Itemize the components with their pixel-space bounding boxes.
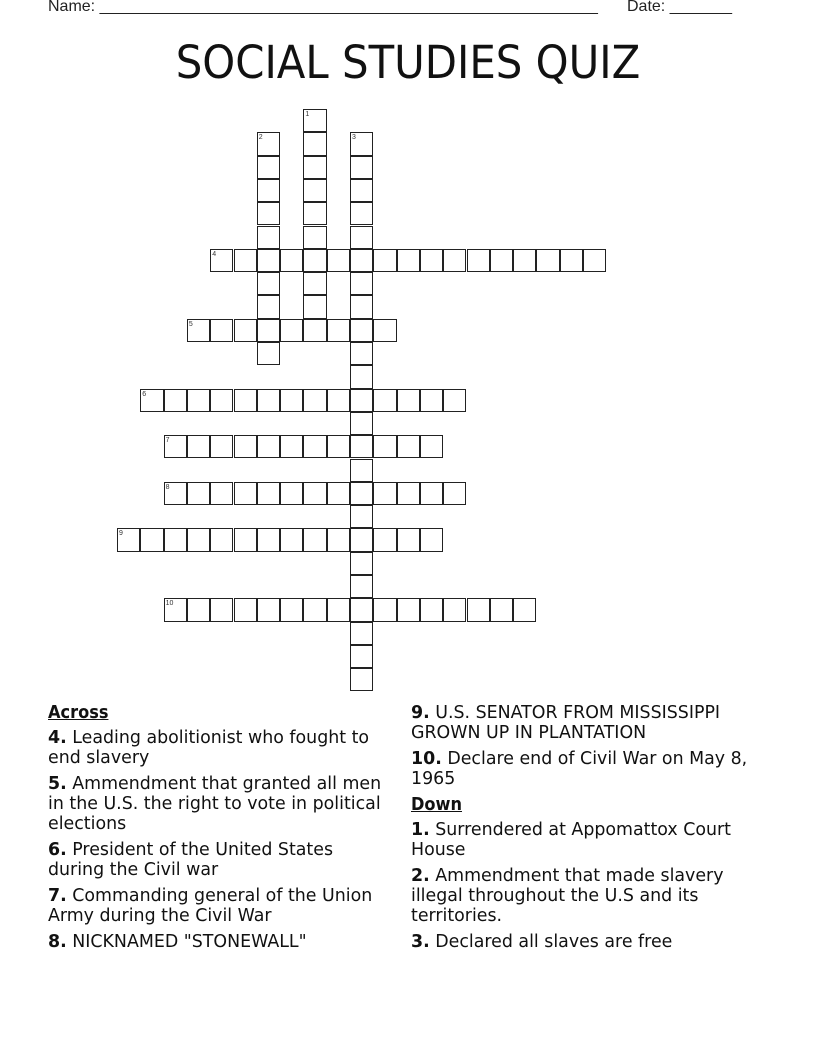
crossword-cell[interactable] xyxy=(373,319,396,342)
clue-text: Leading abolitionist who fought to end slavery xyxy=(48,728,370,768)
crossword-cell[interactable] xyxy=(210,389,233,412)
crossword-cell[interactable] xyxy=(420,249,443,272)
crossword-cell[interactable] xyxy=(350,272,373,295)
crossword-cell[interactable] xyxy=(350,645,373,668)
crossword-cell[interactable] xyxy=(350,179,373,202)
crossword-cell[interactable] xyxy=(280,319,303,342)
crossword-cell[interactable] xyxy=(350,528,373,551)
cell-number: 8 xyxy=(165,483,170,491)
clue-text: U.S. SENATOR FROM MISSISSIPPI GROWN UP IN PLANTATION xyxy=(411,703,721,743)
crossword-cell[interactable] xyxy=(350,342,373,365)
crossword-cell[interactable] xyxy=(443,598,466,621)
crossword-cell[interactable] xyxy=(303,435,326,458)
crossword-cell[interactable] xyxy=(257,598,280,621)
crossword-cell[interactable] xyxy=(280,389,303,412)
crossword-cell[interactable] xyxy=(234,528,257,551)
crossword-cell[interactable] xyxy=(350,226,373,249)
crossword-cell[interactable] xyxy=(420,598,443,621)
cell-number: 9 xyxy=(119,530,123,538)
crossword-cell[interactable] xyxy=(327,319,350,342)
crossword-cell[interactable] xyxy=(420,389,443,412)
crossword-cell[interactable] xyxy=(257,202,280,225)
cell-number: 10 xyxy=(165,600,174,608)
crossword-cell[interactable] xyxy=(303,272,326,295)
cell-number: 5 xyxy=(188,320,193,328)
crossword-cell[interactable] xyxy=(327,482,350,505)
crossword-cell[interactable] xyxy=(164,598,187,621)
crossword-cell[interactable] xyxy=(373,598,396,621)
crossword-cell[interactable] xyxy=(257,179,280,202)
cell-number: 3 xyxy=(352,134,356,142)
crossword-cell[interactable] xyxy=(234,389,257,412)
crossword-cell[interactable] xyxy=(257,272,280,295)
across-heading: Across xyxy=(48,703,109,723)
crossword-cell[interactable] xyxy=(234,319,257,342)
cell-number: 6 xyxy=(142,390,147,398)
crossword-cell[interactable] xyxy=(350,668,373,691)
crossword-cell[interactable] xyxy=(234,482,257,505)
crossword-cell[interactable] xyxy=(373,435,396,458)
crossword-cell[interactable] xyxy=(303,249,326,272)
crossword-cell[interactable] xyxy=(490,249,513,272)
clue-across-7 xyxy=(48,886,388,926)
date-field-label: Date: _______ xyxy=(627,0,732,15)
crossword-cell[interactable] xyxy=(187,389,210,412)
clue-text: Declared all slaves are free xyxy=(435,932,673,952)
crossword-cell[interactable] xyxy=(280,598,303,621)
crossword-cell[interactable] xyxy=(187,482,210,505)
cell-number: 2 xyxy=(258,134,263,142)
crossword-cell[interactable] xyxy=(280,528,303,551)
crossword-cell[interactable] xyxy=(257,389,280,412)
crossword-cell[interactable] xyxy=(234,435,257,458)
crossword-cell[interactable] xyxy=(350,482,373,505)
crossword-cell[interactable] xyxy=(164,389,187,412)
crossword-cell[interactable] xyxy=(350,622,373,645)
crossword-cell[interactable] xyxy=(397,528,420,551)
crossword-cell[interactable] xyxy=(350,505,373,528)
crossword-cell[interactable] xyxy=(257,482,280,505)
crossword-cell[interactable] xyxy=(350,552,373,575)
crossword-cell[interactable] xyxy=(350,249,373,272)
crossword-cell[interactable] xyxy=(397,249,420,272)
crossword-cell[interactable] xyxy=(350,319,373,342)
clue-number: 6. xyxy=(48,840,67,860)
crossword-cell[interactable] xyxy=(164,528,187,551)
crossword-cell[interactable] xyxy=(350,295,373,318)
crossword-cell[interactable] xyxy=(140,389,163,412)
clue-down-3 xyxy=(411,932,761,952)
crossword-cell[interactable] xyxy=(303,156,326,179)
clue-number: 1. xyxy=(411,820,430,840)
crossword-cell[interactable] xyxy=(467,249,490,272)
clue-down-2 xyxy=(411,866,761,926)
cell-number: 7 xyxy=(165,437,170,445)
crossword-cell[interactable] xyxy=(350,412,373,435)
down-heading: Down xyxy=(411,795,463,815)
clue-number: 4. xyxy=(48,728,67,748)
crossword-cell[interactable] xyxy=(350,575,373,598)
crossword-cell[interactable] xyxy=(210,528,233,551)
clue-number: 5. xyxy=(48,774,67,794)
crossword-cell[interactable] xyxy=(210,435,233,458)
crossword-cell[interactable] xyxy=(303,389,326,412)
crossword-cell[interactable] xyxy=(187,435,210,458)
clue-across-10 xyxy=(411,749,761,789)
crossword-cell[interactable] xyxy=(350,132,373,155)
crossword-cell[interactable] xyxy=(583,249,606,272)
crossword-cell[interactable] xyxy=(397,389,420,412)
clue-text: Ammendment that granted all men in the U.S. the right to vote in political elections xyxy=(48,774,382,834)
crossword-cell[interactable] xyxy=(350,202,373,225)
crossword-cell[interactable] xyxy=(327,598,350,621)
crossword-cell[interactable] xyxy=(234,249,257,272)
crossword-cell[interactable] xyxy=(373,249,396,272)
clue-across-6 xyxy=(48,840,388,880)
crossword-cell[interactable] xyxy=(350,435,373,458)
crossword-cell[interactable] xyxy=(303,482,326,505)
crossword-cell[interactable] xyxy=(257,226,280,249)
crossword-cell[interactable] xyxy=(257,342,280,365)
crossword-cell[interactable] xyxy=(327,528,350,551)
clue-across-9 xyxy=(411,703,761,743)
crossword-cell[interactable] xyxy=(560,249,583,272)
clue-down-1 xyxy=(411,820,761,860)
crossword-cell[interactable] xyxy=(350,598,373,621)
crossword-cell[interactable] xyxy=(280,249,303,272)
crossword-cell[interactable] xyxy=(164,482,187,505)
crossword-cell[interactable] xyxy=(327,435,350,458)
crossword-cell[interactable] xyxy=(327,389,350,412)
clue-text: Declare end of Civil War on May 8, 1965 xyxy=(411,749,748,789)
crossword-cell[interactable] xyxy=(513,249,536,272)
crossword-cell[interactable] xyxy=(420,435,443,458)
crossword-cell[interactable] xyxy=(373,528,396,551)
crossword-cell[interactable] xyxy=(140,528,163,551)
clue-across-5 xyxy=(48,774,388,834)
crossword-cell[interactable] xyxy=(303,528,326,551)
crossword-cell[interactable] xyxy=(303,295,326,318)
crossword-cell[interactable] xyxy=(210,598,233,621)
clues-right-column xyxy=(411,703,761,958)
clue-number: 7. xyxy=(48,886,67,906)
crossword-cell[interactable] xyxy=(350,365,373,388)
crossword-cell[interactable] xyxy=(234,598,257,621)
clue-across-4 xyxy=(48,728,388,768)
crossword-cell[interactable] xyxy=(350,156,373,179)
crossword-cell[interactable] xyxy=(420,528,443,551)
crossword-cell[interactable] xyxy=(397,435,420,458)
crossword-cell[interactable] xyxy=(350,389,373,412)
crossword-cell[interactable] xyxy=(397,598,420,621)
crossword-cell[interactable] xyxy=(257,295,280,318)
crossword-cell[interactable] xyxy=(303,226,326,249)
crossword-cell[interactable] xyxy=(303,598,326,621)
clue-text: Ammendment that made slavery illegal throughout the U.S and its territories. xyxy=(411,866,724,926)
crossword-cell[interactable] xyxy=(210,482,233,505)
clue-text: NICKNAMED "STONEWALL" xyxy=(72,932,307,952)
crossword-cell[interactable] xyxy=(303,132,326,155)
crossword-cell[interactable] xyxy=(420,482,443,505)
crossword-cell[interactable] xyxy=(257,156,280,179)
crossword-cell[interactable] xyxy=(210,249,233,272)
crossword-cell[interactable] xyxy=(303,202,326,225)
crossword-cell[interactable] xyxy=(373,482,396,505)
page-title: SOCIAL STUDIES QUIZ xyxy=(175,36,641,89)
clue-text: Surrendered at Appomattox Court House xyxy=(411,820,731,860)
crossword-cell[interactable] xyxy=(467,598,490,621)
crossword-cell[interactable] xyxy=(350,459,373,482)
clue-text: Commanding general of the Union Army during the Civil War xyxy=(48,886,373,926)
crossword-cell[interactable] xyxy=(257,319,280,342)
crossword-cell[interactable] xyxy=(443,389,466,412)
crossword-cell[interactable] xyxy=(327,249,350,272)
crossword-cell[interactable] xyxy=(280,435,303,458)
cell-number: 1 xyxy=(305,111,310,118)
crossword-cell[interactable] xyxy=(536,249,559,272)
clues-left-column xyxy=(48,703,388,958)
crossword-cell[interactable] xyxy=(210,319,233,342)
crossword-cell[interactable] xyxy=(257,249,280,272)
clue-across-8 xyxy=(48,932,388,952)
clue-text: President of the United States during the Civil war xyxy=(48,840,334,880)
crossword-cell[interactable] xyxy=(397,482,420,505)
crossword-cell[interactable] xyxy=(513,598,536,621)
crossword-cell[interactable] xyxy=(443,249,466,272)
crossword-cell[interactable] xyxy=(117,528,140,551)
crossword-cell[interactable] xyxy=(187,319,210,342)
crossword-cell[interactable] xyxy=(257,435,280,458)
crossword-cell[interactable] xyxy=(373,389,396,412)
clue-number: 9. xyxy=(411,703,430,723)
crossword-cell[interactable] xyxy=(303,109,326,132)
crossword-cell[interactable] xyxy=(443,482,466,505)
crossword-cell[interactable] xyxy=(280,482,303,505)
name-field-label: Name: ________________________________________________________ xyxy=(48,0,598,15)
clue-number: 8. xyxy=(48,932,67,952)
crossword-cell[interactable] xyxy=(257,528,280,551)
crossword-cell[interactable] xyxy=(490,598,513,621)
crossword-cell[interactable] xyxy=(187,528,210,551)
clue-number: 3. xyxy=(411,932,430,952)
crossword-cell[interactable] xyxy=(164,435,187,458)
clue-number: 10. xyxy=(411,749,442,769)
crossword-cell[interactable] xyxy=(303,179,326,202)
cell-number: 4 xyxy=(212,250,217,258)
crossword-cell[interactable] xyxy=(303,319,326,342)
crossword-cell[interactable] xyxy=(257,132,280,155)
crossword-cell[interactable] xyxy=(187,598,210,621)
clue-number: 2. xyxy=(411,866,430,886)
